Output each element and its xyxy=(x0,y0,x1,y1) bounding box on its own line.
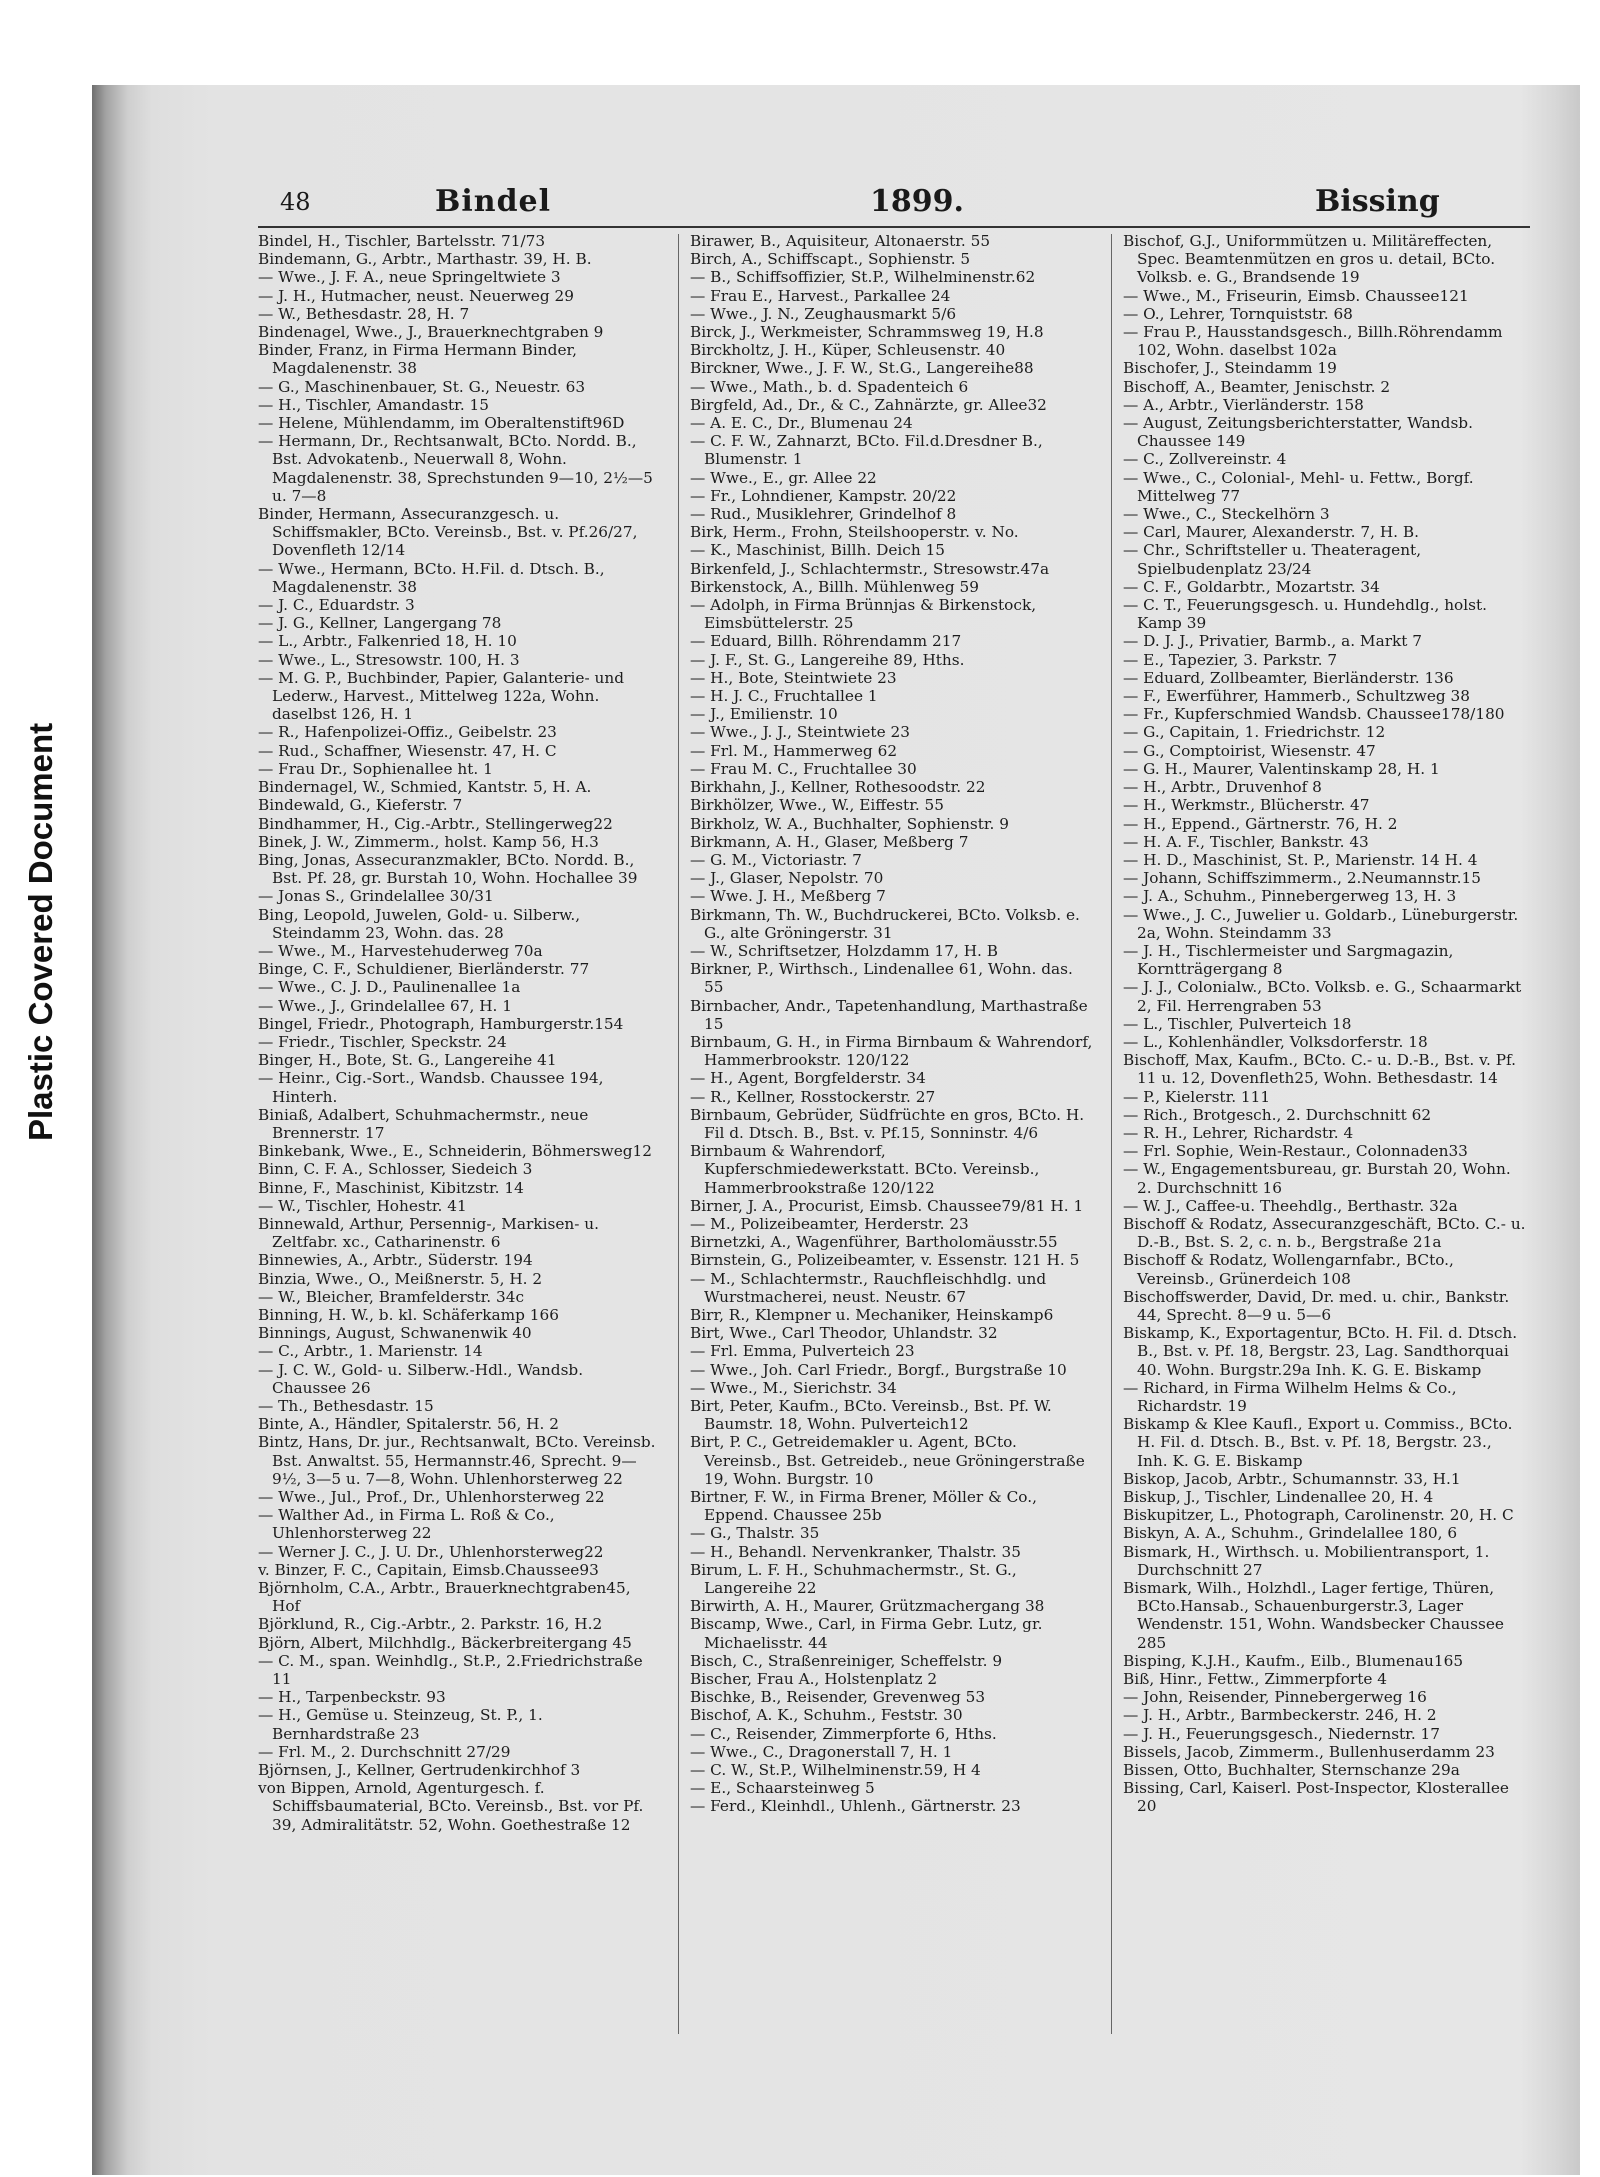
directory-entry: — Wwe., C. J. D., Paulinenallee 1a xyxy=(258,978,521,997)
directory-entry: — L., Kohlenhändler, Volksdorferstr. 18 xyxy=(1123,1032,1428,1051)
directory-entry: — H., Eppend., Gärtnerstr. 76, H. 2 xyxy=(1123,814,1398,833)
directory-entry: — W. J., Caffee-u. Theehdlg., Berthastr. 32a xyxy=(1123,1196,1458,1215)
directory-entry: Bisping, K.J.H., Kaufm., Eilb., Blumenau165 xyxy=(1123,1651,1464,1670)
directory-entry: Birgfeld, Ad., Dr., & C., Zahnärzte, gr. Allee32 xyxy=(690,395,1047,414)
directory-entry: — Wwe., M., Sierichstr. 34 xyxy=(690,1378,897,1397)
directory-entry: Binte, A., Händler, Spitalerstr. 56, H. 2 xyxy=(258,1415,559,1434)
directory-entry: Biniaß, Adalbert, Schuhmachermstr., neue Brennerstr. 17 xyxy=(258,1105,589,1142)
directory-entry: — G., Thalstr. 35 xyxy=(690,1524,820,1543)
directory-entry: Birkmann, Th. W., Buchdruckerei, BCto. Volksb. e. G., alte Gröningerstr. 31 xyxy=(690,905,1080,942)
directory-entry: — Frau M. C., Fruchtallee 30 xyxy=(690,759,917,778)
directory-entry: — Werner J. C., J. U. Dr., Uhlenhorsterweg22 xyxy=(258,1542,604,1561)
directory-entry: — J. H., Arbtr., Barmbeckerstr. 246, H. 2 xyxy=(1123,1706,1437,1725)
directory-entry: — Jonas S., Grindelallee 30/31 xyxy=(258,887,494,906)
directory-entry: — Wwe., E., gr. Allee 22 xyxy=(690,468,877,487)
directory-entry: Binek, J. W., Zimmerm., holst. Kamp 56, H.3 xyxy=(258,832,599,851)
directory-entry: Bingel, Friedr., Photograph, Hamburgerstr.154 xyxy=(258,1014,624,1033)
directory-entry: — Wwe., C., Steckelhörn 3 xyxy=(1123,505,1330,524)
directory-entry: Biskyn, A. A., Schuhm., Grindelallee 180, 6 xyxy=(1123,1524,1458,1543)
directory-entry: — Rud., Schaffner, Wiesenstr. 47, H. C xyxy=(258,741,557,760)
directory-entry: — B., Schiffsoffizier, St.P., Wilhelminenstr.62 xyxy=(690,268,1036,287)
directory-entry: Birawer, B., Aquisiteur, Altonaerstr. 55 xyxy=(690,232,991,250)
directory-entry: Birkhölzer, Wwe., W., Eiffestr. 55 xyxy=(690,796,945,815)
directory-entry: Birnbaum, Gebrüder, Südfrüchte en gros, BCto. H. Fil d. Dtsch. B., Bst. v. Pf.15, Sonninstr. 4/6 xyxy=(690,1105,1085,1142)
directory-entry: — J. F., St. G., Langereihe 89, Hths. xyxy=(690,650,965,669)
directory-entry: — Wwe., J. J., Steintwiete 23 xyxy=(690,723,910,742)
directory-entry: Bindenagel, Wwe., J., Brauerknechtgraben 9 xyxy=(258,323,604,342)
directory-entry: — O., Lehrer, Tornquiststr. 68 xyxy=(1123,304,1353,323)
directory-entry: Binnewies, A., Arbtr., Süderstr. 194 xyxy=(258,1251,533,1270)
running-head xyxy=(170,180,1545,224)
directory-entry: Bisch, C., Straßenreiniger, Scheffelstr. 9 xyxy=(690,1651,1003,1670)
directory-entry: — C. W., St.P., Wilhelminenstr.59, H 4 xyxy=(690,1761,981,1780)
directory-entry: — J. H., Feuerungsgesch., Niedernstr. 17 xyxy=(1123,1724,1441,1743)
directory-entry: — M., Polizeibeamter, Herderstr. 23 xyxy=(690,1214,969,1233)
directory-entry: — H., Tarpenbeckstr. 93 xyxy=(258,1688,446,1707)
directory-entry: Birwirth, A. H., Maurer, Grützmachergang 38 xyxy=(690,1597,1045,1616)
directory-entry: — Walther Ad., in Firma L. Roß & Co., Uhlenhorsterweg 22 xyxy=(258,1506,555,1543)
directory-entry: — G., Maschinenbauer, St. G., Neuestr. 63 xyxy=(258,377,586,396)
directory-entry: — Adolph, in Firma Brünnjas & Birkenstock, Eimsbüttelerstr. 25 xyxy=(690,596,1037,633)
directory-entry: — W., Bethesdastr. 28, H. 7 xyxy=(258,304,470,323)
directory-entry: — D. J. J., Privatier, Barmb., a. Markt 7 xyxy=(1123,632,1423,651)
directory-entry: — Wwe., C., Colonial-, Mehl- u. Fettw., Borgf. Mittelweg 77 xyxy=(1123,468,1474,505)
header-year: 1899. xyxy=(870,184,964,219)
directory-entry: — Fr., Lohndiener, Kampstr. 20/22 xyxy=(690,486,957,505)
directory-entry: Bindhammer, H., Cig.-Arbtr., Stellingerweg22 xyxy=(258,814,613,833)
directory-entry: Biskamp & Klee Kaufl., Export u. Commiss., BCto. H. Fil. d. Dtsch. B., Bst. v. Pf. 18, Bergstr. 23., Inh. K. G. E. Biskamp xyxy=(1123,1415,1513,1470)
directory-entry: Birkenfeld, J., Schlachtermstr., Stresowstr.47a xyxy=(690,559,1050,578)
directory-entry: Bischofer, J., Steindamm 19 xyxy=(1123,359,1337,378)
directory-entry: Binkebank, Wwe., E., Schneiderin, Böhmersweg12 xyxy=(258,1142,653,1161)
header-last-word: Bissing xyxy=(1315,184,1440,219)
directory-entry: — H., Agent, Borgfelderstr. 34 xyxy=(690,1069,926,1088)
directory-entry: Bismark, H., Wirthsch. u. Mobilientransport, 1. Durchschnitt 27 xyxy=(1123,1542,1490,1579)
directory-entry: — R. H., Lehrer, Richardstr. 4 xyxy=(1123,1123,1354,1142)
directory-entry: — Richard, in Firma Wilhelm Helms & Co., Richardstr. 19 xyxy=(1123,1378,1457,1415)
directory-entry: — Wwe., Hermann, BCto. H.Fil. d. Dtsch. B., Magdalenenstr. 38 xyxy=(258,559,605,596)
directory-entry: Bischoff, A., Beamter, Jenischstr. 2 xyxy=(1123,377,1391,396)
directory-entry: Biskup, J., Tischler, Lindenallee 20, H. 4 xyxy=(1123,1488,1434,1507)
directory-entry: Birkner, P., Wirthsch., Lindenallee 61, Wohn. das. 55 xyxy=(690,960,1073,997)
directory-entry: — Rich., Brotgesch., 2. Durchschnitt 62 xyxy=(1123,1105,1432,1124)
directory-entry: v. Binzer, F. C., Capitain, Eimsb.Chaussee93 xyxy=(258,1560,599,1579)
directory-entry: Bindel, H., Tischler, Bartelsstr. 71/73 xyxy=(258,232,546,250)
directory-entry: Birt, P. C., Getreidemakler u. Agent, BCto. Vereinsb., Bst. Getreideb., neue Gröningerstraße 19, Wohn. Burgstr. 10 xyxy=(690,1433,1085,1488)
directory-entry: — A. E. C., Dr., Blumenau 24 xyxy=(690,414,913,433)
directory-entry: Bissen, Otto, Buchhalter, Sternschanze 29a xyxy=(1123,1761,1460,1780)
side-label: Plastic Covered Document xyxy=(22,722,59,1141)
directory-entry: Björnholm, C.A., Arbtr., Brauerknechtgraben45, Hof xyxy=(258,1579,631,1616)
directory-entry: — G. H., Maurer, Valentinskamp 28, H. 1 xyxy=(1123,759,1440,778)
directory-entry: — C. T., Feuerungsgesch. u. Hundehdlg., holst. Kamp 39 xyxy=(1123,596,1488,633)
column-3 xyxy=(1123,232,1527,2092)
directory-entry: — Frau E., Harvest., Parkallee 24 xyxy=(690,286,951,305)
directory-entry: — Johann, Schiffszimmerm., 2.Neumannstr.15 xyxy=(1123,869,1481,888)
directory-entry: Birnbaum, G. H., in Firma Birnbaum & Wahrendorf, Hammerbrookstr. 120/122 xyxy=(690,1032,1093,1070)
directory-entry: Birkholz, W. A., Buchhalter, Sophienstr. 9 xyxy=(690,814,1010,833)
directory-entry: — J. J., Colonialw., BCto. Volksb. e. G., Schaarmarkt 2, Fil. Herrengraben 53 xyxy=(1123,978,1522,1015)
directory-entry: — M., Schlachtermstr., Rauchfleischhdlg. und Wurstmacherei, neust. Neustr. 67 xyxy=(690,1269,1047,1306)
directory-entry: — John, Reisender, Pinnebergerweg 16 xyxy=(1123,1688,1427,1707)
directory-entry: — R., Kellner, Rosstockerstr. 27 xyxy=(690,1087,936,1106)
directory-entry: Bissels, Jacob, Zimmerm., Bullenhuserdamm 23 xyxy=(1123,1742,1495,1761)
directory-entry: — Th., Bethesdastr. 15 xyxy=(258,1397,434,1415)
directory-entry: — Chr., Schriftsteller u. Theateragent, Spielbudenplatz 23/24 xyxy=(1123,541,1422,578)
directory-entry: — Wwe., Jul., Prof., Dr., Uhlenhorsterweg 22 xyxy=(258,1488,605,1507)
directory-entry: Birk, Herm., Frohn, Steilshooperstr. v. No. xyxy=(690,523,1019,542)
directory-entry: — P., Kielerstr. 111 xyxy=(1123,1087,1271,1106)
directory-entry: Birnstein, G., Polizeibeamter, v. Essenstr. 121 H. 5 xyxy=(690,1251,1080,1270)
directory-entry: — Wwe., M., Friseurin, Eimsb. Chaussee121 xyxy=(1123,286,1469,305)
directory-entry: — E., Tapezier, 3. Parkstr. 7 xyxy=(1123,650,1338,669)
directory-entry: Bintz, Hans, Dr. jur., Rechtsanwalt, BCto. Vereinsb. Bst. Anwaltst. 55, Hermannstr.46, Sprecht. 9—9½, 3—5 u. 7—8, Wohn. Uhlenhorsterweg 22 xyxy=(258,1433,656,1488)
directory-entry: Birckholtz, J. H., Küper, Schleusenstr. 40 xyxy=(690,341,1006,360)
column-1 xyxy=(258,232,662,2092)
directory-entry: Birr, R., Klempner u. Mechaniker, Heinskamp6 xyxy=(690,1305,1054,1324)
directory-entry: Bischoff, Max, Kaufm., BCto. C.- u. D.-B., Bst. v. Pf. 11 u. 12, Dovenfleth25, Wohn. Bethesdastr. 14 xyxy=(1123,1051,1516,1088)
directory-entry: — G. M., Victoriastr. 7 xyxy=(690,850,862,869)
column-2 xyxy=(690,232,1094,2092)
directory-entry: — Carl, Maurer, Alexanderstr. 7, H. B. xyxy=(1123,523,1419,542)
directory-entry: Bischke, B., Reisender, Grevenweg 53 xyxy=(690,1688,986,1707)
directory-entry: — Helene, Mühlendamm, im Oberaltenstift96D xyxy=(258,414,625,433)
directory-entry: Björn, Albert, Milchhdlg., Bäckerbreitergang 45 xyxy=(258,1633,632,1652)
directory-entry: Binnewald, Arthur, Persennig-, Markisen- u. Zeltfabr. xc., Catharinenstr. 6 xyxy=(258,1214,599,1252)
directory-entry: von Bippen, Arnold, Agenturgesch. f. Schiffsbaumaterial, BCto. Vereinsb., Bst. vor Pf. 39, Admiralitätstr. 52, Wohn. Goethestraße 12 xyxy=(258,1779,644,1834)
directory-entry: — August, Zeitungsberichterstatter, Wandsb. Chaussee 149 xyxy=(1123,414,1473,451)
left-margin xyxy=(0,0,92,2177)
directory-entry: Binzia, Wwe., O., Meißnerstr. 5, H. 2 xyxy=(258,1269,543,1288)
directory-entry: Binning, H. W., b. kl. Schäferkamp 166 xyxy=(258,1305,559,1324)
directory-entry: Bissing, Carl, Kaiserl. Post-Inspector, Klosterallee 20 xyxy=(1123,1779,1509,1816)
directory-entry: — Ferd., Kleinhdl., Uhlenh., Gärtnerstr. 23 xyxy=(690,1797,1021,1816)
directory-entry: — W., Schriftsetzer, Holzdamm 17, H. B xyxy=(690,941,999,960)
directory-entry: — Rud., Musiklehrer, Grindelhof 8 xyxy=(690,505,957,524)
directory-entry: — Wwe., L., Stresowstr. 100, H. 3 xyxy=(258,650,520,669)
directory-entry: — Heinr., Cig.-Sort., Wandsb. Chaussee 194, Hinterh. xyxy=(258,1069,604,1106)
directory-entry: — C. M., span. Weinhdlg., St.P., 2.Friedrichstraße 11 xyxy=(258,1651,643,1689)
directory-entry: — C., Zollvereinstr. 4 xyxy=(1123,450,1287,469)
directory-entry: — M. G. P., Buchbinder, Papier, Galanterie- und Lederw., Harvest., Mittelweg 122a, Wohn. daselbst 126, H. 1 xyxy=(258,668,624,724)
directory-entry: Birt, Peter, Kaufm., BCto. Vereinsb., Bst. Pf. W. Baumstr. 18, Wohn. Pulverteich12 xyxy=(690,1397,1052,1434)
directory-entry: Biskamp, K., Exportagentur, BCto. H. Fil. d. Dtsch. B., Bst. v. Pf. 18, Bergstr. 23, Lag. Sandthorquai 40. Wohn. Burgstr.29a Inh. K. G. E. Biskamp xyxy=(1123,1324,1518,1379)
directory-entry: Bindewald, G., Kieferstr. 7 xyxy=(258,796,463,815)
directory-entry: Biskop, Jacob, Arbtr., Schumannstr. 33, H.1 xyxy=(1123,1469,1461,1488)
directory-entry: Bischof, A. K., Schuhm., Feststr. 30 xyxy=(690,1706,963,1725)
directory-entry: Birner, J. A., Procurist, Eimsb. Chaussee79/81 H. 1 xyxy=(690,1196,1084,1215)
directory-entry: — F., Ewerführer, Hammerb., Schultzweg 38 xyxy=(1123,687,1471,706)
directory-entry: — Wwe., Math., b. d. Spadenteich 6 xyxy=(690,377,969,396)
directory-entry: — J. C. W., Gold- u. Silberw.-Hdl., Wandsb. Chaussee 26 xyxy=(258,1360,584,1397)
directory-entry: Bischof, G.J., Uniformmützen u. Militäreffecten, Spec. Beamtenmützen en gros u. detail, BCto. Volksb. e. G., Brandsende 19 xyxy=(1123,232,1496,287)
column-divider xyxy=(678,234,679,2034)
header-first-word: Bindel xyxy=(435,184,552,219)
directory-entry: — L., Arbtr., Falkenried 18, H. 10 xyxy=(258,632,517,651)
directory-entry: Binnings, August, Schwanenwik 40 xyxy=(258,1324,532,1343)
directory-entry: — Wwe., C., Dragonerstall 7, H. 1 xyxy=(690,1742,953,1761)
directory-entry: — K., Maschinist, Billh. Deich 15 xyxy=(690,541,946,560)
directory-entry: — G., Capitain, 1. Friedrichstr. 12 xyxy=(1123,723,1386,742)
directory-entry: — Wwe. J. H., Meßberg 7 xyxy=(690,887,886,906)
directory-entry: Birkmann, A. H., Glaser, Meßberg 7 xyxy=(690,832,969,851)
directory-entry: Birt, Wwe., Carl Theodor, Uhlandstr. 32 xyxy=(690,1324,998,1343)
directory-entry: — Frau P., Hausstandsgesch., Billh.Röhrendamm 102, Wohn. daselbst 102a xyxy=(1123,323,1503,360)
directory-entry: — C. F. W., Zahnarzt, BCto. Fil.d.Dresdner B., Blumenstr. 1 xyxy=(690,432,1043,469)
directory-entry: Birum, L. F. H., Schuhmachermstr., St. G., Langereihe 22 xyxy=(690,1560,1017,1598)
directory-entry: — J., Emilienstr. 10 xyxy=(690,705,838,724)
directory-entry: Bischoffswerder, David, Dr. med. u. chir., Bankstr. 44, Sprecht. 8—9 u. 5—6 xyxy=(1123,1287,1510,1324)
directory-entry: — Wwe., J. F. A., neue Springeltwiete 3 xyxy=(258,268,561,287)
directory-entry: Bischoff & Rodatz, Wollengarnfabr., BCto., Vereinsb., Grünerdeich 108 xyxy=(1123,1251,1454,1288)
directory-entry: Binger, H., Bote, St. G., Langereihe 41 xyxy=(258,1051,557,1070)
directory-entry: Biscamp, Wwe., Carl, in Firma Gebr. Lutz, gr. Michaelisstr. 44 xyxy=(690,1615,1043,1652)
directory-entry: — J., Glaser, Nepolstr. 70 xyxy=(690,869,884,888)
directory-entry: — J. H., Tischlermeister und Sargmagazin, Korntträgergang 8 xyxy=(1123,941,1454,979)
directory-entry: Björklund, R., Cig.-Arbtr., 2. Parkstr. 16, H.2 xyxy=(258,1615,603,1634)
directory-entry: Birnbacher, Andr., Tapetenhandlung, Marthastraße 15 xyxy=(690,996,1088,1033)
directory-entry: — J. C., Eduardstr. 3 xyxy=(258,596,415,615)
directory-entry: — Frl. Sophie, Wein-Restaur., Colonnaden33 xyxy=(1123,1142,1468,1161)
directory-entry: Bischoff & Rodatz, Assecuranzgeschäft, BCto. C.- u. D.-B., Bst. S. 2, c. n. b., Bergstraße 21a xyxy=(1123,1214,1526,1252)
directory-entry: — Fr., Kupferschmied Wandsb. Chaussee178/180 xyxy=(1123,705,1505,724)
directory-entry: — H. A. F., Tischler, Bankstr. 43 xyxy=(1123,832,1369,851)
directory-entry: — H. J. C., Fruchtallee 1 xyxy=(690,687,878,706)
directory-entry: — Hermann, Dr., Rechtsanwalt, BCto. Nordd. B., Bst. Advokatenb., Neuerwall 8, Wohn. Magdalenenstr. 38, Sprechstunden 9—10, 2½—5 u. 7—8 xyxy=(258,432,653,505)
directory-entry: Binne, F., Maschinist, Kibitzstr. 14 xyxy=(258,1178,524,1197)
directory-entry: — A., Arbtr., Vierländerstr. 158 xyxy=(1123,395,1364,414)
directory-entry: Birtner, F. W., in Firma Brener, Möller & Co., Eppend. Chaussee 25b xyxy=(690,1488,1037,1525)
header-rule xyxy=(258,226,1530,228)
directory-entry: — H. D., Maschinist, St. P., Marienstr. 14 H. 4 xyxy=(1123,850,1478,869)
directory-entry: — G., Comptoirist, Wiesenstr. 47 xyxy=(1123,741,1376,760)
column-divider xyxy=(1111,234,1112,2034)
directory-entry: — Frl. M., Hammerweg 62 xyxy=(690,741,898,760)
directory-entry: Bischer, Frau A., Holstenplatz 2 xyxy=(690,1670,938,1689)
directory-entry: — Eduard, Billh. Röhrendamm 217 xyxy=(690,632,962,651)
directory-entry: — L., Tischler, Pulverteich 18 xyxy=(1123,1014,1352,1033)
directory-columns xyxy=(258,232,1538,2102)
directory-entry: Björnsen, J., Kellner, Gertrudenkirchhof 3 xyxy=(258,1761,581,1780)
directory-entry: Bindernagel, W., Schmied, Kantstr. 5, H. A. xyxy=(258,778,592,797)
directory-entry: Biskupitzer, L., Photograph, Carolinenstr. 20, H. C xyxy=(1123,1506,1514,1525)
directory-entry: — H., Arbtr., Druvenhof 8 xyxy=(1123,778,1322,797)
directory-entry: — H., Tischler, Amandastr. 15 xyxy=(258,395,490,414)
directory-entry: — Wwe., M., Harvestehuderweg 70a xyxy=(258,941,543,960)
directory-entry: — H., Behandl. Nervenkranker, Thalstr. 35 xyxy=(690,1542,1022,1561)
directory-entry: — Frl. M., 2. Durchschnitt 27/29 xyxy=(258,1742,511,1761)
directory-entry: Bismark, Wilh., Holzhdl., Lager fertige, Thüren, BCto.Hansab., Schauenburgerstr.3, Lager Wendenstr. 151, Wohn. Wandsbecker Chaussee 285 xyxy=(1123,1579,1504,1652)
page-number: 48 xyxy=(280,188,311,216)
directory-entry: — Eduard, Zollbeamter, Bierländerstr. 136 xyxy=(1123,668,1454,687)
directory-entry: Bindemann, G., Arbtr., Marthastr. 39, H. B. xyxy=(258,250,592,269)
directory-entry: — J. G., Kellner, Langergang 78 xyxy=(258,614,502,633)
directory-entry: Birkenstock, A., Billh. Mühlenweg 59 xyxy=(690,577,979,596)
directory-entry: Birch, A., Schiffscapt., Sophienstr. 5 xyxy=(690,250,971,269)
directory-entry: — W., Bleicher, Bramfelderstr. 34c xyxy=(258,1287,525,1306)
directory-entry: Birnbaum & Wahrendorf, Kupferschmiedewerkstatt. BCto. Vereinsb., Hammerbrookstraße 120/122 xyxy=(690,1142,1040,1197)
directory-entry: Binge, C. F., Schuldiener, Bierländerstr. 77 xyxy=(258,960,590,979)
directory-entry: Bing, Jonas, Assecuranzmakler, BCto. Nordd. B., Bst. Pf. 28, gr. Burstah 10, Wohn. Hochallee 39 xyxy=(258,850,638,888)
directory-entry: — Wwe., J. N., Zeughausmarkt 5/6 xyxy=(690,304,957,323)
directory-entry: — W., Tischler, Hohestr. 41 xyxy=(258,1196,467,1215)
directory-entry: — R., Hafenpolizei-Offiz., Geibelstr. 23 xyxy=(258,723,557,742)
directory-entry: — Frau Dr., Sophienallee ht. 1 xyxy=(258,759,493,778)
directory-entry: — H., Gemüse u. Steinzeug, St. P., 1. Bernhardstraße 23 xyxy=(258,1706,543,1743)
directory-entry: — Friedr., Tischler, Speckstr. 24 xyxy=(258,1032,507,1051)
directory-entry: — Frl. Emma, Pulverteich 23 xyxy=(690,1342,915,1361)
directory-entry: Biß, Hinr., Fettw., Zimmerpforte 4 xyxy=(1123,1670,1388,1689)
directory-entry: — J. A., Schuhm., Pinnebergerweg 13, H. 3 xyxy=(1123,887,1457,906)
directory-entry: — C., Arbtr., 1. Marienstr. 14 xyxy=(258,1342,483,1361)
directory-entry: — C. F., Goldarbtr., Mozartstr. 34 xyxy=(1123,577,1380,596)
directory-entry: — Wwe., J. C., Juwelier u. Goldarb., Lüneburgerstr. 2a, Wohn. Steindamm 33 xyxy=(1123,905,1519,942)
directory-entry: — H., Werkmstr., Blücherstr. 47 xyxy=(1123,796,1370,815)
directory-entry: — E., Schaarsteinweg 5 xyxy=(690,1779,875,1798)
directory-entry: Birck, J., Werkmeister, Schrammsweg 19, H.8 xyxy=(690,323,1044,342)
directory-entry: — Wwe., Joh. Carl Friedr., Borgf., Burgstraße 10 xyxy=(690,1360,1067,1379)
directory-entry: Birkhahn, J., Kellner, Rothesoodstr. 22 xyxy=(690,778,986,797)
directory-entry: — C., Reisender, Zimmerpforte 6, Hths. xyxy=(690,1724,997,1743)
directory-entry: — H., Bote, Steintwiete 23 xyxy=(690,668,897,687)
directory-entry: — J. H., Hutmacher, neust. Neuerweg 29 xyxy=(258,286,574,305)
directory-entry: Binn, C. F. A., Schlosser, Siedeich 3 xyxy=(258,1160,533,1179)
directory-entry: Birckner, Wwe., J. F. W., St.G., Langereihe88 xyxy=(690,359,1034,378)
directory-entry: Bing, Leopold, Juwelen, Gold- u. Silberw., Steindamm 23, Wohn. das. 28 xyxy=(258,905,581,942)
directory-entry: — W., Engagementsbureau, gr. Burstah 20, Wohn. 2. Durchschnitt 16 xyxy=(1123,1160,1511,1197)
directory-entry: Binder, Franz, in Firma Hermann Binder, Magdalenenstr. 38 xyxy=(258,341,578,378)
directory-entry: — Wwe., J., Grindelallee 67, H. 1 xyxy=(258,996,513,1015)
directory-entry: Binder, Hermann, Assecuranzgesch. u. Schiffsmakler, BCto. Vereinsb., Bst. v. Pf.26/27, Dovenfleth 12/14 xyxy=(258,505,638,560)
directory-entry: Birnetzki, A., Wagenführer, Bartholomäusstr.55 xyxy=(690,1233,1058,1252)
